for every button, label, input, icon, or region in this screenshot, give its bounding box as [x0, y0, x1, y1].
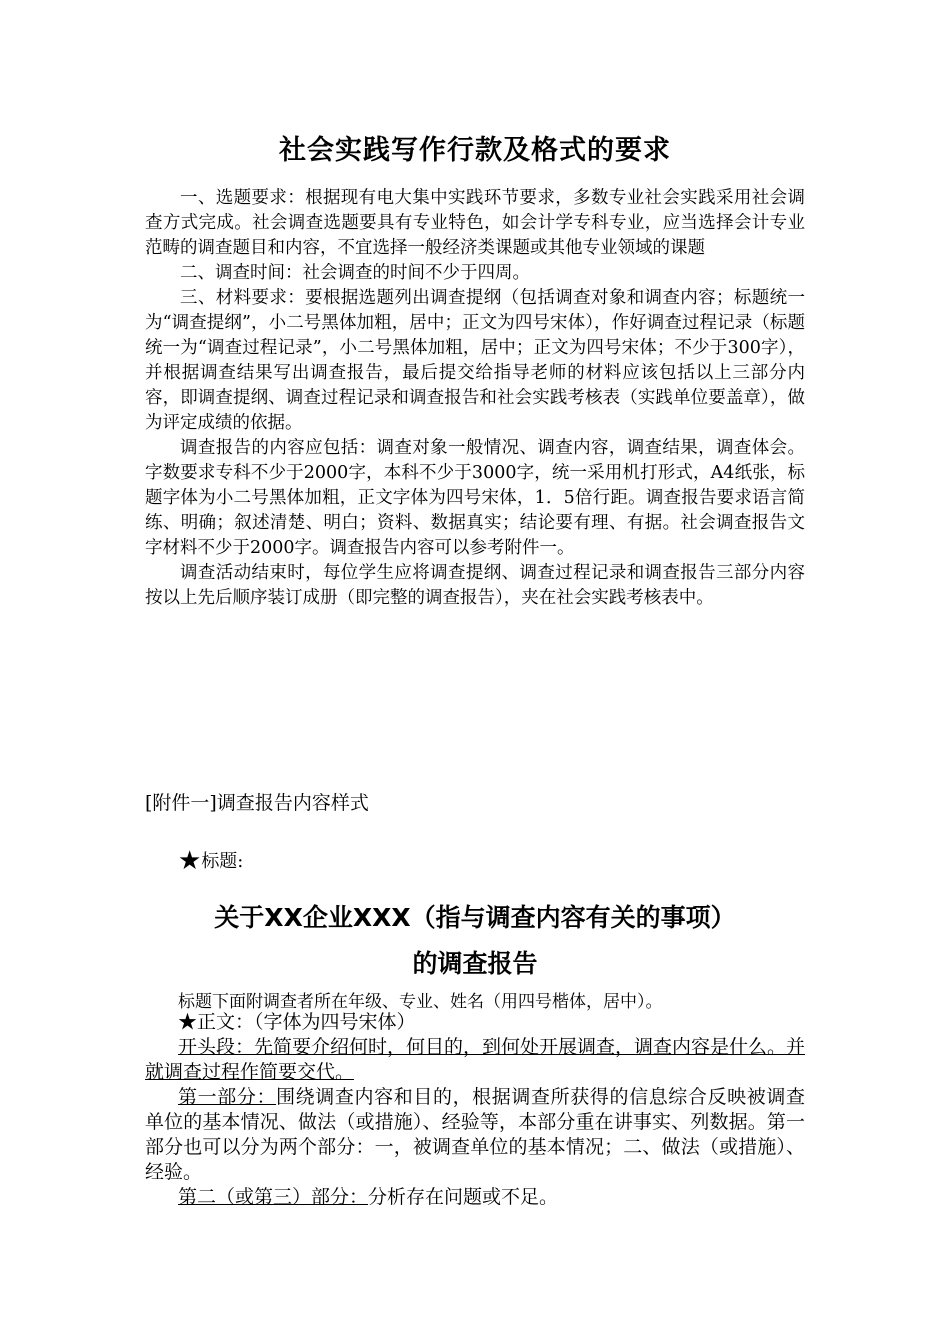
- part1-text: 围绕调查内容和目的，根据调查所获得的信息综合反映被调查单位的基本情况、做法（或措施）、经验等，本部分重在讲事实、列数据。第一部分也可以分为两个部分：一，被调查单位的基本情况；二、做法（或措施）、经验。: [145, 1086, 805, 1183]
- body-label: ★正文：（字体为四号宋体）: [178, 1011, 416, 1033]
- paragraph-survey-time: 二、调查时间：社会调查的时间不少于四周。: [180, 263, 530, 283]
- paragraph-binding: 调查活动结束时，每位学生应将调查提纲、调查过程记录和调查报告三部分内容按以上先后顺序装订成册（即完整的调查报告），夹在社会实践考核表中。: [145, 563, 805, 608]
- paragraph-report-content: 调查报告的内容应包括：调查对象一般情况、调查内容，调查结果，调查体会。字数要求专科不少于2000字，本科不少于3000字，统一采用机打形式，A4纸张，标题字体为小二号黑体加粗，正文字体为四号宋体，1．5倍行距。调查报告要求语言简练、明确；叙述清楚、明白；资料、数据真实；结论要有理、有据。社会调查报告文字材料不少于2000字。调查报告内容可以参考附件一。: [145, 438, 805, 558]
- part1-paragraph: [145, 1085, 805, 1185]
- title-note: 标题下面附调查者所在年级、专业、姓名（用四号楷体，居中）。: [178, 992, 663, 1012]
- paragraph-material-requirement: 三、材料要求：要根据选题列出调查提纲（包括调查对象和调查内容；标题统一为“调查提纲”，小二号黑体加粗，居中；正文为四号宋体），作好调查过程记录（标题统一为“调查过程记录”，小二号黑体加粗，居中；正文为四号宋体；不少于300字），并根据调查结果写出调查报告，最后提交给指导老师的材料应该包括以上三部分内容，即调查提纲、调查过程记录和调查报告和社会实践考核表（实践单位要盖章），做为评定成绩的依据。: [145, 288, 805, 433]
- title-label-text: 标题:: [201, 851, 244, 872]
- requirements-body: [145, 186, 805, 611]
- report-title-line1: 关于XX企业XXX（指与调查内容有关的事项）: [214, 903, 736, 932]
- opening-paragraph: [145, 1035, 805, 1085]
- report-body-sample: [145, 1010, 805, 1210]
- appendix-heading: [附件一]调查报告内容样式: [145, 792, 369, 814]
- part2-text: 分析存在问题或不足。: [368, 1186, 559, 1208]
- star-icon: ★: [178, 846, 202, 876]
- part2-label: 第二（或第三）部分：: [178, 1186, 369, 1208]
- document-title: 社会实践写作行款及格式的要求: [279, 135, 671, 166]
- report-title-line2: 的调查报告: [412, 949, 538, 978]
- paragraph-topic-requirement: 一、选题要求：根据现有电大集中实践环节要求，多数专业社会实践采用社会调查方式完成。社会调查选题要具有专业特色，如会计学专科专业，应当选择会计专业范畴的调查题目和内容，不宜选择一般经济类课题或其他专业领域的课题: [145, 188, 805, 258]
- part1-label: 第一部分：: [178, 1086, 277, 1108]
- opening-text: 开头段：先简要介绍何时，何目的，到何处开展调查，调查内容是什么。并就调查过程作简要交代。: [145, 1036, 806, 1083]
- title-label: [178, 846, 243, 876]
- part2-paragraph: [145, 1185, 805, 1210]
